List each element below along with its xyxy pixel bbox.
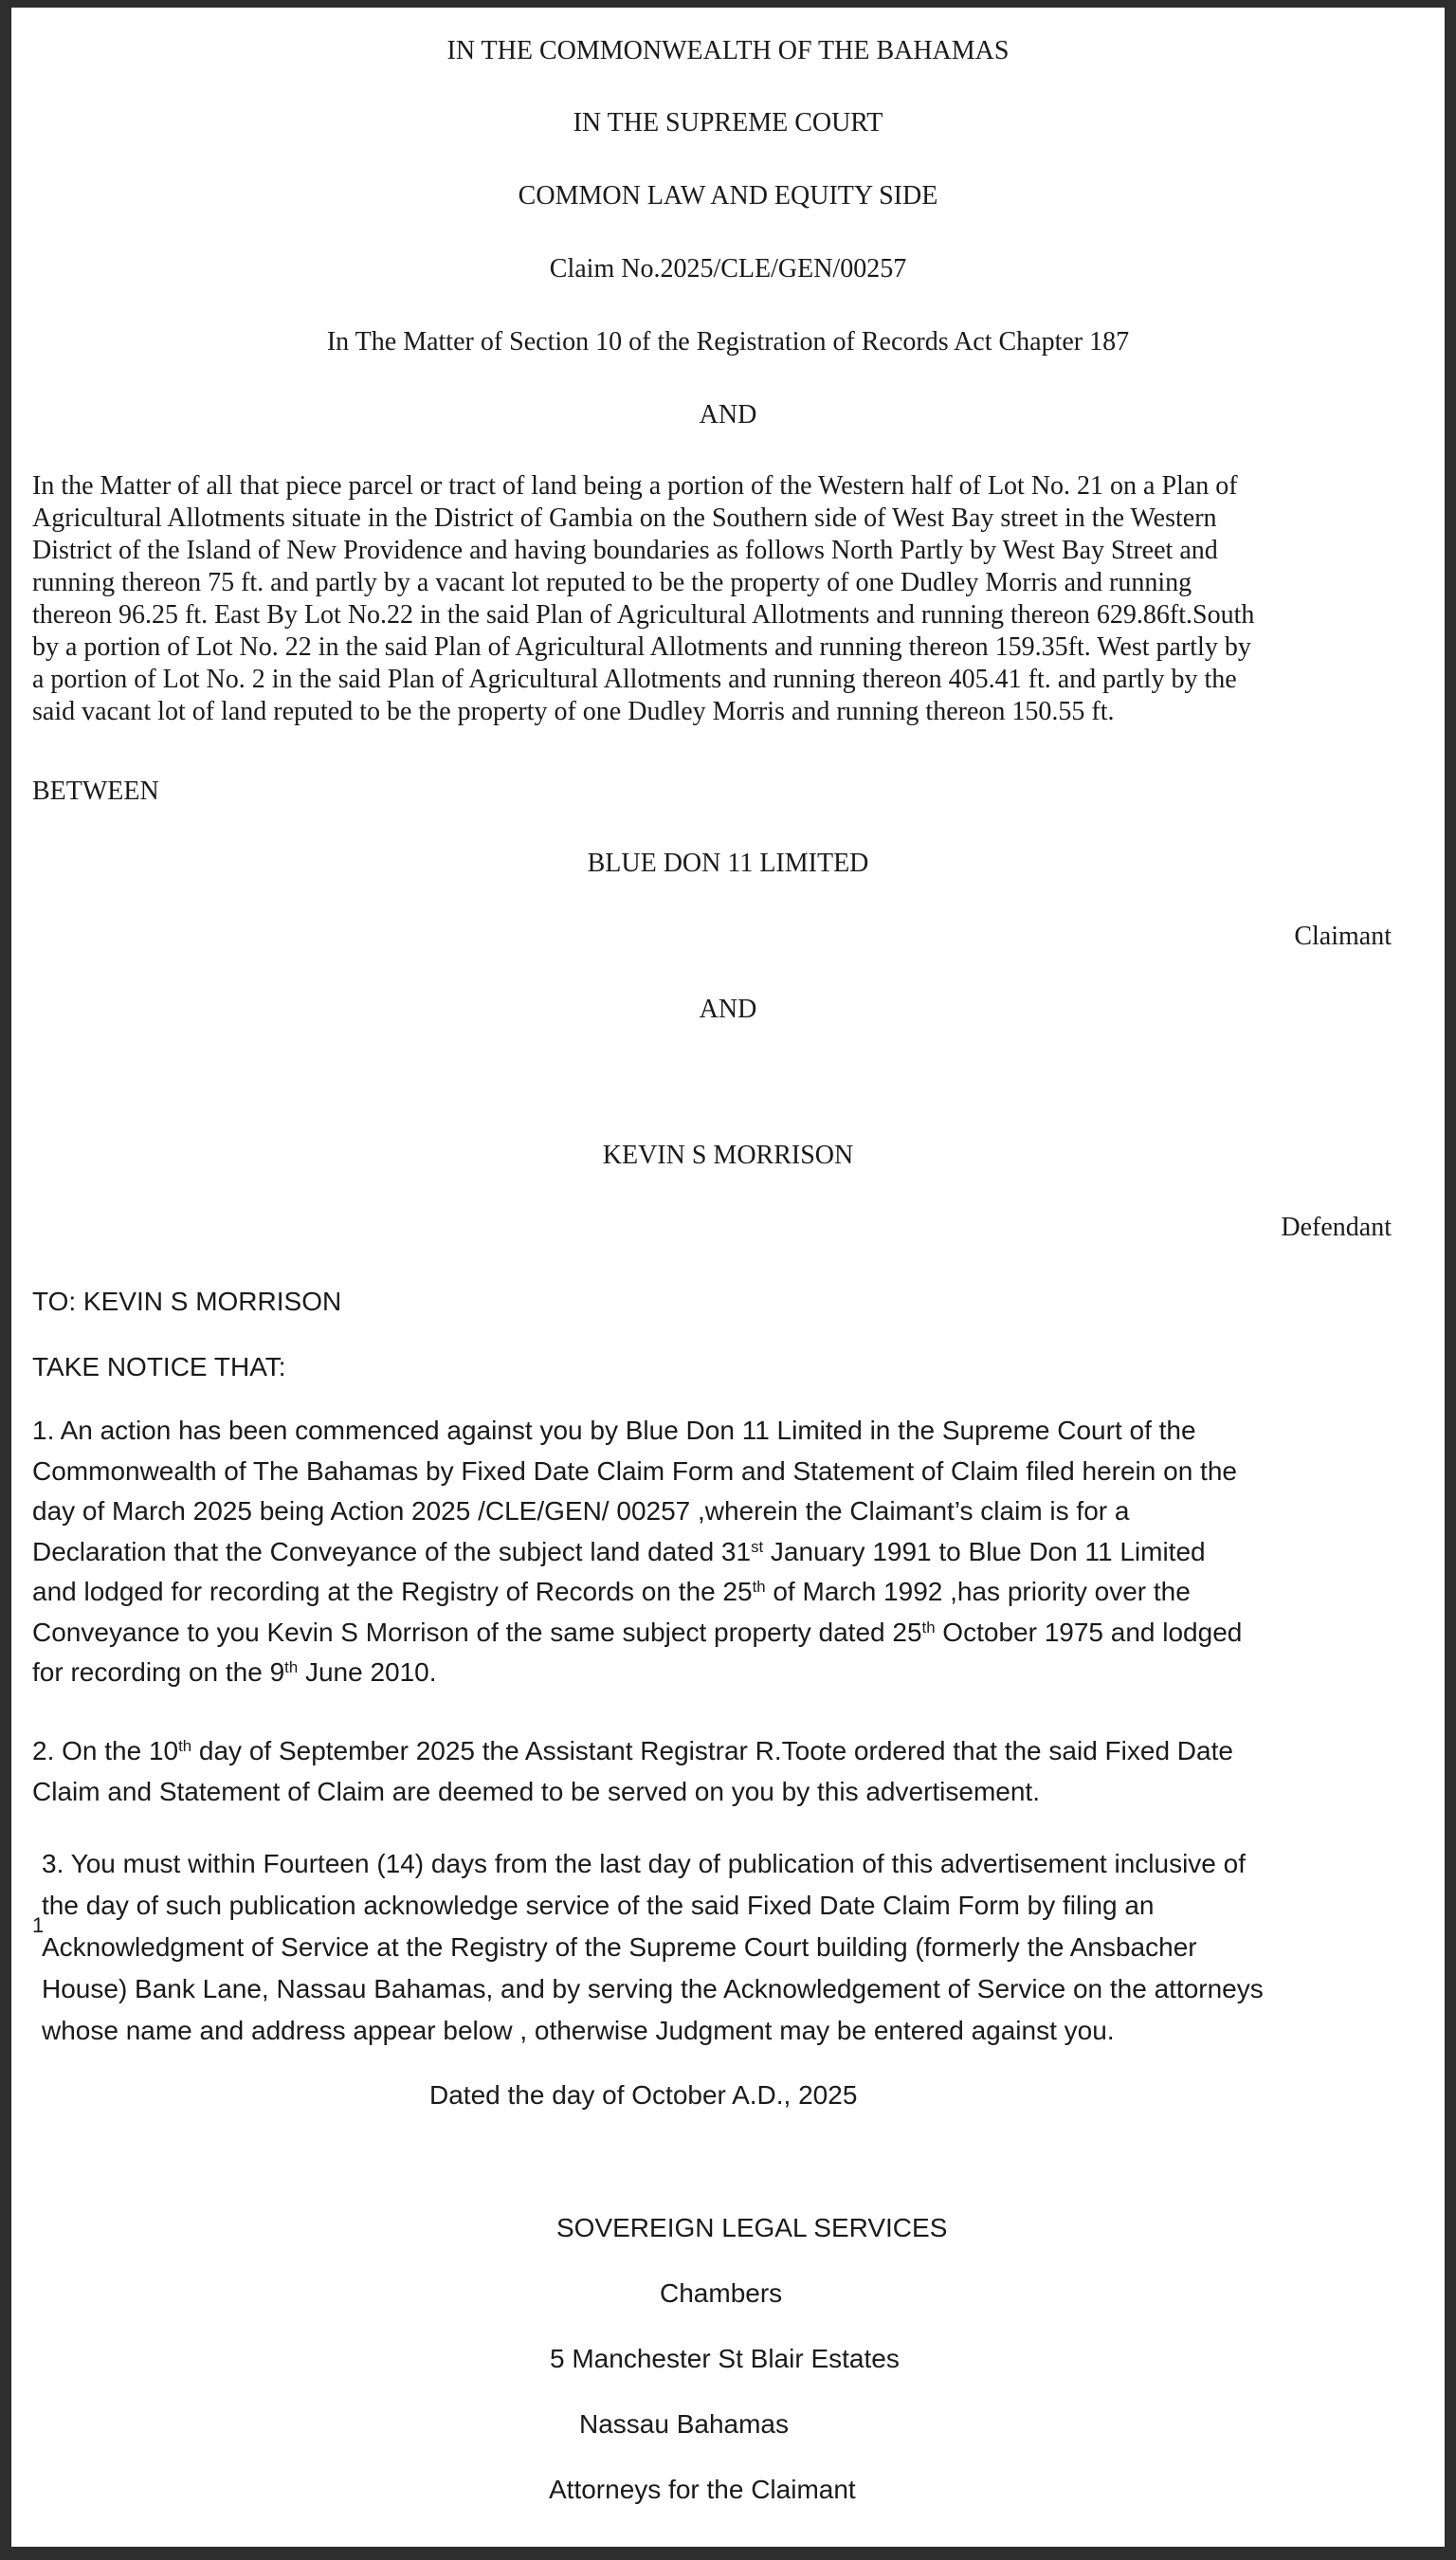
paragraph-line	[32, 1572, 1416, 1613]
text-run: 2. On the 10	[32, 1736, 179, 1765]
notice-recipient: TO: KEVIN S MORRISON	[32, 1287, 342, 1316]
land-matter-paragraph	[32, 470, 1424, 728]
text-run: October 1975 and lodged	[935, 1617, 1243, 1647]
and-separator-1: AND	[699, 400, 757, 430]
and-separator-2: AND	[699, 995, 757, 1024]
between-label: BETWEEN	[32, 777, 159, 806]
firm-street: 5 Manchester St Blair Estates	[550, 2344, 900, 2373]
paragraph-line: 1. An action has been commenced against you by Blue Don 11 Limited in the Supreme Court of the	[32, 1416, 1196, 1445]
ordinal-suffix: th	[921, 1618, 936, 1637]
land-matter-line: said vacant lot of land reputed to be the property of one Dudley Morris and running thereon 150.55 ft.	[32, 697, 1115, 726]
attorneys-role: Attorneys for the Claimant	[549, 2475, 856, 2504]
text-run: for recording on the 9	[32, 1657, 285, 1687]
notice-paragraph-2	[32, 1731, 1416, 1812]
land-matter-line: District of the Island of New Providence and having boundaries as follows North Partly by West Bay Street and	[32, 536, 1218, 565]
paragraph-line: Commonwealth of The Bahamas by Fixed Date Claim Form and Statement of Claim filed herein on the	[32, 1455, 1237, 1486]
text-run: Conveyance to you Kevin S Morrison of the same subject property dated 25	[32, 1617, 922, 1647]
defendant-name: KEVIN S MORRISON	[602, 1141, 854, 1170]
paragraph-line: Claim and Statement of Claim are deemed to be served on you by this advertisement.	[32, 1776, 1040, 1806]
firm-chambers: Chambers	[660, 2278, 783, 2308]
firm-city: Nassau Bahamas	[579, 2409, 790, 2439]
claimant-role: Claimant	[1294, 922, 1392, 951]
ordinal-suffix: th	[178, 1736, 192, 1755]
land-matter-line: running thereon 75 ft. and partly by a vacant lot reputed to be the property of one Dudley Morris and running	[32, 568, 1192, 597]
land-matter-line: Agricultural Allotments situate in the District of Gambia on the Southern side of West Bay street in the Western	[32, 503, 1217, 533]
paragraph-line	[32, 1532, 1416, 1573]
side-heading: COMMON LAW AND EQUITY SIDE	[518, 181, 938, 210]
text-run: and lodged for recording at the Registry of Records on the 25	[32, 1577, 753, 1606]
text-run: January 1991 to Blue Don 11 Limited	[763, 1536, 1206, 1566]
jurisdiction-heading: IN THE COMMONWEALTH OF THE BAHAMAS	[446, 36, 1010, 65]
matter-act-heading: In The Matter of Section 10 of the Registration of Records Act Chapter 187	[326, 327, 1130, 357]
paragraph-line	[32, 1653, 1416, 1693]
paragraph-line: whose name and address appear below , otherwise Judgment may be entered against you.	[42, 2016, 1115, 2045]
paragraph-line: Acknowledgment of Service at the Registry of the Supreme Court building (formerly the Ansbacher	[42, 1932, 1197, 1962]
ordinal-suffix: th	[284, 1657, 299, 1676]
dated-line: Dated the day of October A.D., 2025	[429, 2080, 858, 2110]
land-matter-line: by a portion of Lot No. 22 in the said Plan of Agricultural Allotments and running thereon 159.35ft. West partly by	[32, 632, 1251, 662]
ordinal-suffix: st	[751, 1537, 764, 1556]
paragraph-line: day of March 2025 being Action 2025 /CLE/GEN/ 00257 ,wherein the Claimant’s claim is for a	[32, 1496, 1130, 1526]
land-matter-line: a portion of Lot No. 2 in the said Plan of Agricultural Allotments and running thereon 405.41 ft. and partly by the	[32, 665, 1237, 694]
court-heading: IN THE SUPREME COURT	[573, 108, 883, 137]
paragraph-line	[32, 1731, 1416, 1772]
text-run: June 2010.	[298, 1657, 437, 1687]
firm-name: SOVEREIGN LEGAL SERVICES	[556, 2213, 948, 2242]
paragraph-line: the day of such publication acknowledge service of the said Fixed Date Claim Form by filing an	[42, 1891, 1155, 1920]
take-notice-heading: TAKE NOTICE THAT:	[32, 1352, 286, 1381]
notice-paragraph-1	[32, 1411, 1416, 1693]
footnote-marker: 1	[32, 1913, 45, 1937]
notice-paragraph-3	[42, 1843, 1426, 2052]
text-run: Declaration that the Conveyance of the subject land dated 31	[32, 1536, 752, 1566]
paragraph-line: 3. You must within Fourteen (14) days from the last day of publication of this advertisement inclusive of	[42, 1849, 1246, 1878]
defendant-role: Defendant	[1281, 1213, 1392, 1242]
claim-number: Claim No.2025/CLE/GEN/00257	[549, 254, 907, 283]
claimant-name: BLUE DON 11 LIMITED	[587, 849, 869, 878]
ordinal-suffix: th	[752, 1577, 766, 1596]
text-run: day of September 2025 the Assistant Registrar R.Toote ordered that the said Fixed Date	[191, 1736, 1233, 1765]
land-matter-line: In the Matter of all that piece parcel or tract of land being a portion of the Western half of Lot No. 21 on a Plan of	[32, 471, 1238, 501]
text-run: of March 1992 ,has priority over the	[765, 1577, 1191, 1606]
paragraph-line	[32, 1613, 1416, 1654]
legal-notice-page	[11, 8, 1445, 2547]
land-matter-line: thereon 96.25 ft. East By Lot No.22 in the said Plan of Agricultural Allotments and running thereon 629.86ft.South	[32, 600, 1255, 630]
paragraph-line: House) Bank Lane, Nassau Bahamas, and by serving the Acknowledgement of Service on the attorneys	[42, 1974, 1264, 2003]
